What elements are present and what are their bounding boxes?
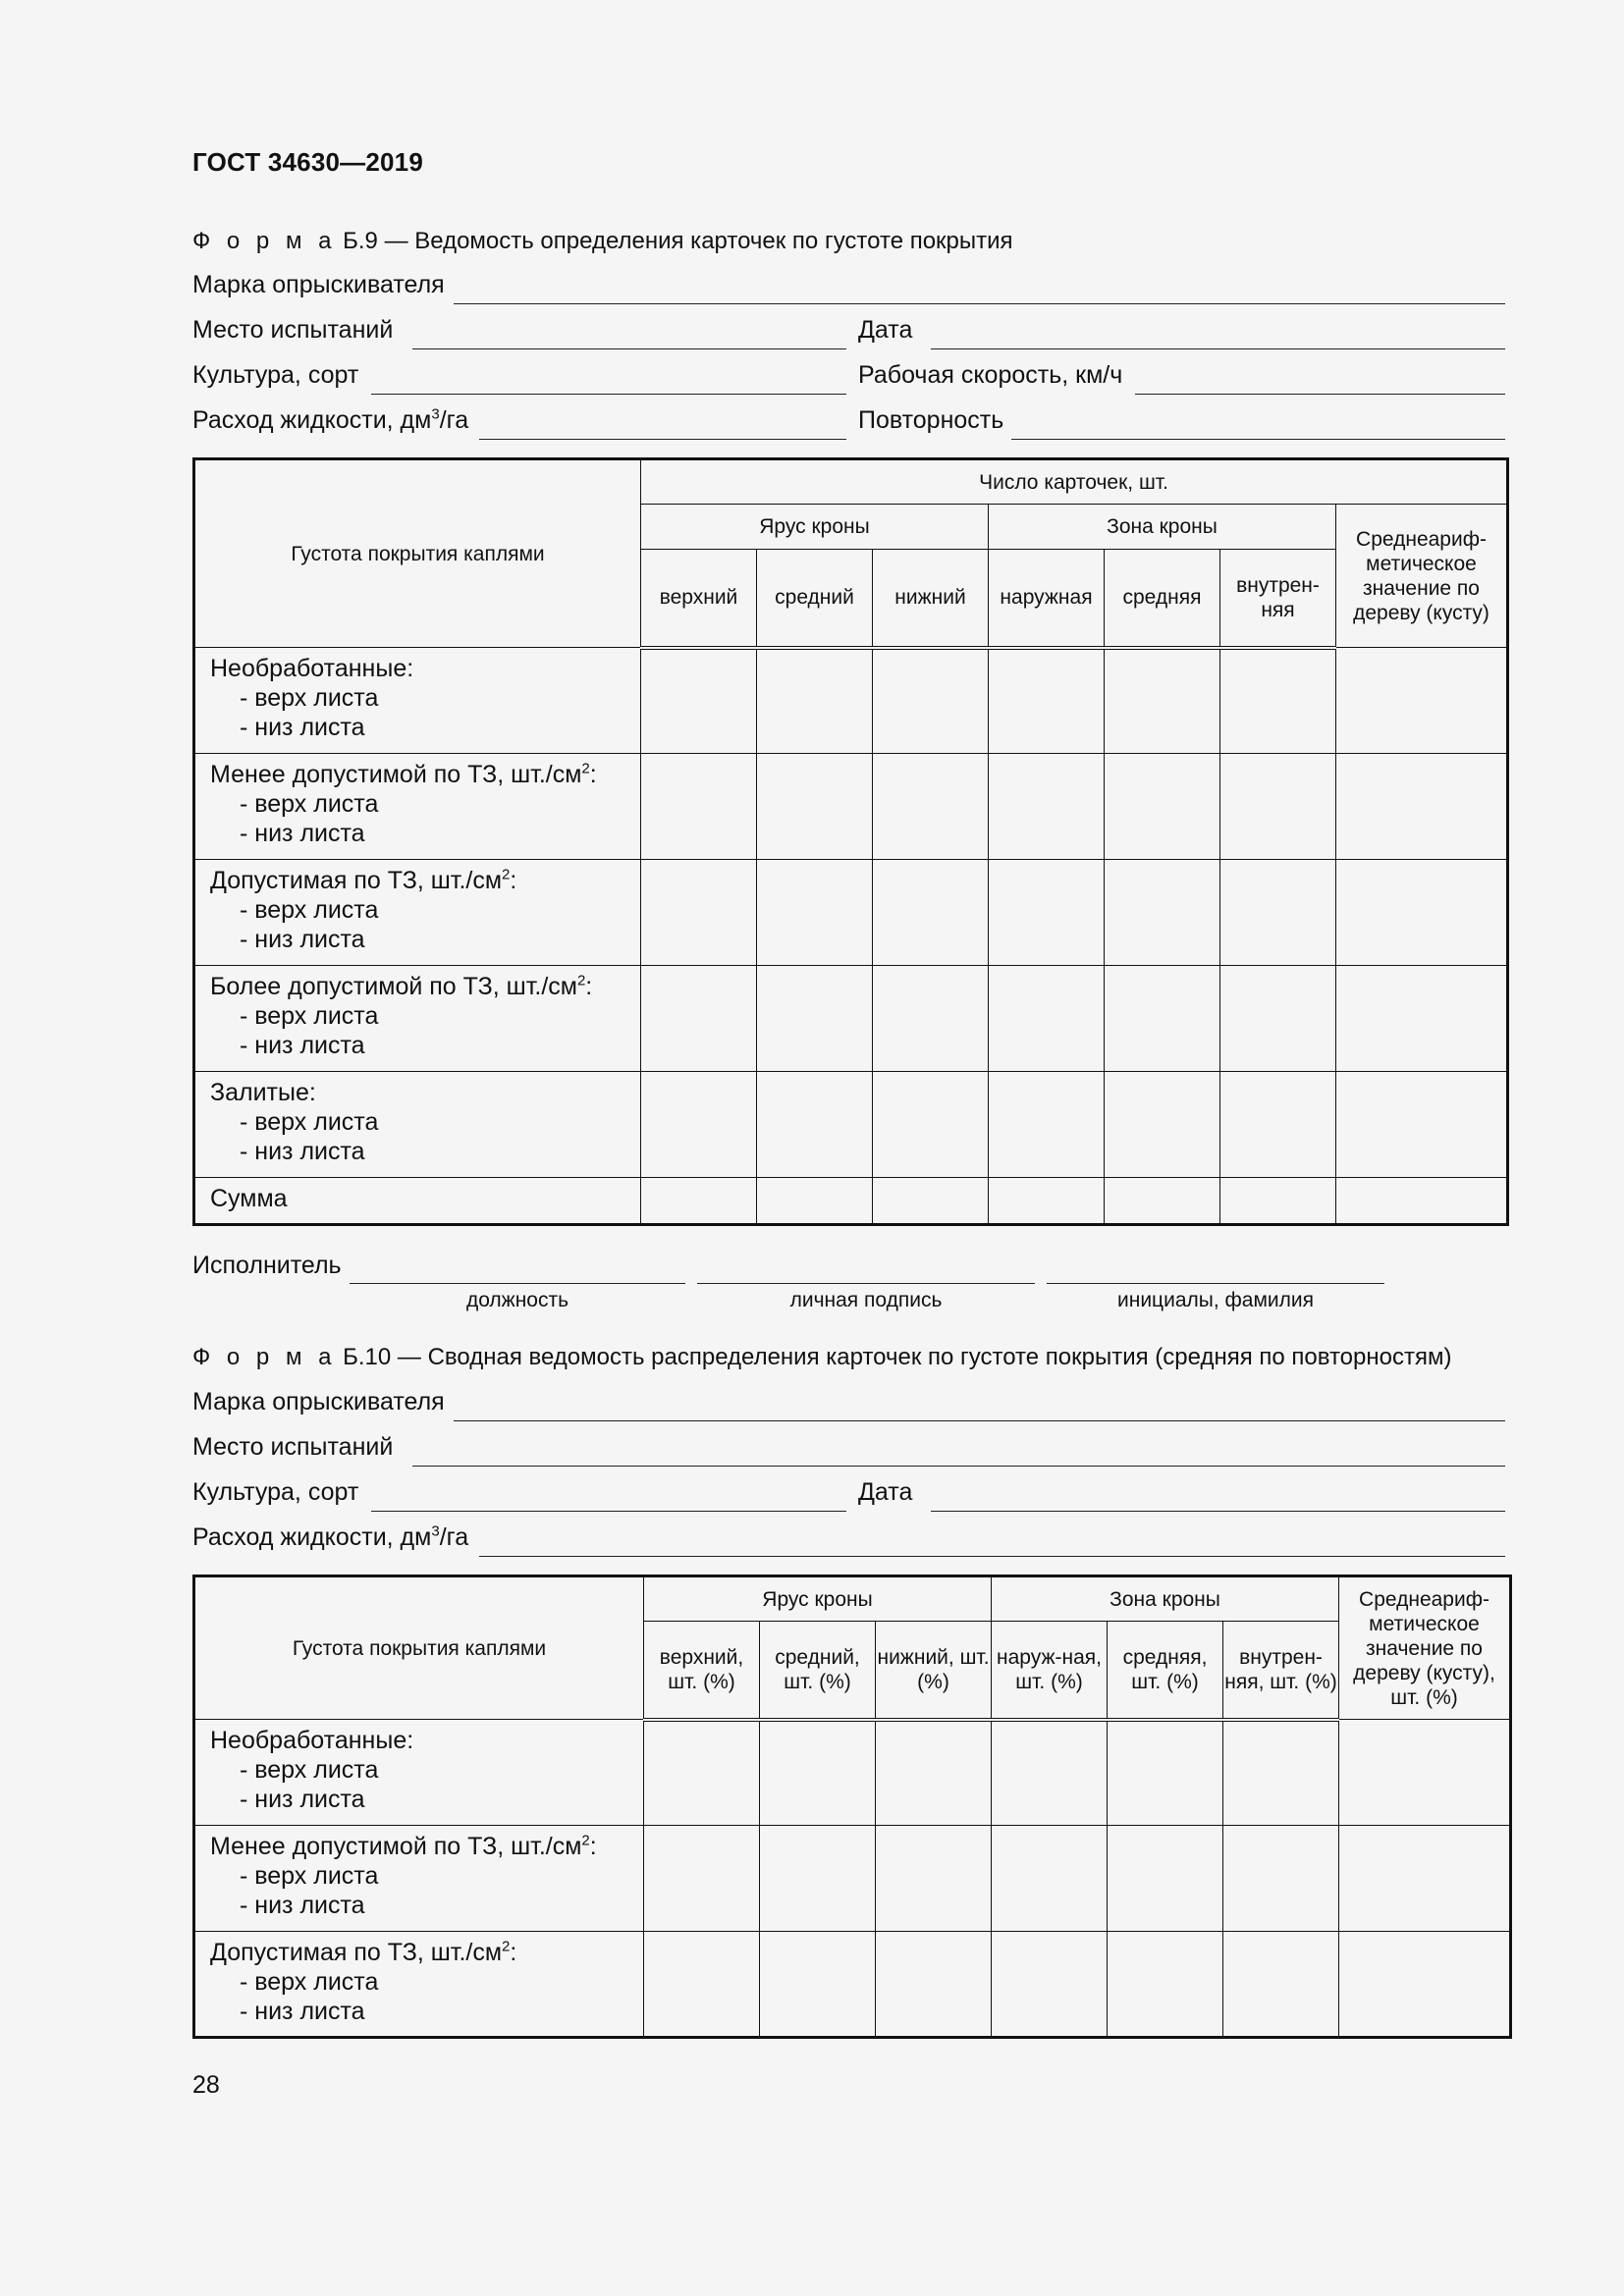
data-cell[interactable] [757,648,873,754]
b9-zone-header: Зона кроны [989,505,1336,550]
b10-test-site-input-line[interactable] [412,1466,1505,1467]
date-input-line[interactable] [931,348,1505,349]
data-cell[interactable] [1105,754,1220,860]
b10-date-input-line[interactable] [931,1511,1505,1512]
row-sub-label: - низ листа [240,1032,365,1059]
data-cell[interactable] [989,754,1105,860]
data-cell[interactable] [989,1072,1105,1178]
b10-col-lower: нижний, шт. (%) [876,1622,992,1720]
b10-corner-header: Густота покрытия каплями [194,1576,644,1720]
row-sub-label: - верх листа [240,790,379,818]
data-cell[interactable] [1223,1826,1339,1932]
data-cell[interactable] [760,1826,876,1932]
form-b9-caption [192,228,1013,255]
row-sub-label: - верх листа [240,1108,379,1136]
form-b9-test-site-row [192,316,1505,349]
b9-group-header: Число карточек, шт. [641,459,1508,505]
b10-liquid-flow-label: Расход жидкости, $дм^3/га$ [192,1522,469,1551]
b10-col-outer: наруж-ная, шт. (%) [992,1622,1108,1720]
b10-sprayer-brand-label: Марка опрыскивателя [192,1388,445,1415]
table-row [194,1072,1508,1178]
data-cell[interactable] [1105,966,1220,1072]
data-cell[interactable] [989,966,1105,1072]
row-label-main: Залитые: [210,1079,316,1106]
row-label-main: Допустимая по ТЗ, $шт./см^2$: [210,866,517,894]
row-label [194,1826,644,1932]
table-row [194,1178,1508,1225]
data-cell[interactable] [1339,1932,1511,2038]
data-cell[interactable] [989,860,1105,966]
data-cell[interactable] [1223,1720,1339,1826]
data-cell[interactable] [644,1932,760,2038]
data-cell[interactable] [1220,1072,1336,1178]
table-row [194,1826,1511,1932]
data-cell[interactable] [876,1826,992,1932]
data-cell[interactable] [1336,1072,1508,1178]
data-cell[interactable] [1105,648,1220,754]
b9-tier-header: Ярус кроны [641,505,989,550]
position-input-line[interactable] [350,1283,685,1284]
data-cell[interactable] [873,1072,989,1178]
data-cell[interactable] [1220,754,1336,860]
b9-corner-header: Густота покрытия каплями [194,459,641,648]
row-sub-label: - низ листа [240,1998,365,2025]
row-label [194,966,641,1072]
b10-mean-header: Среднеариф-метическое значение по дереву (кусту), шт. (%) [1339,1576,1511,1720]
signature-input-line[interactable] [697,1283,1035,1284]
b9-col-zone-middle: средняя [1105,550,1220,648]
row-sub-label: - верх листа [240,1968,379,1996]
form-b10-test-site-row [192,1433,1505,1467]
data-cell[interactable] [1336,648,1508,754]
table-row [194,648,1508,754]
work-speed-label: Рабочая скорость, км/ч [858,361,1123,389]
test-site-label: Место испытаний [192,316,394,344]
row-sub-label: - низ листа [240,714,365,741]
name-caption: инициалы, фамилия [1117,1289,1314,1311]
b10-sprayer-brand-input-line[interactable] [454,1420,1505,1421]
b10-col-inner: внутрен-няя, шт. (%) [1223,1622,1339,1720]
b10-crop-variety-label: Культура, сорт [192,1478,359,1506]
data-cell[interactable] [641,1178,757,1225]
data-cell[interactable] [876,1932,992,2038]
form-b9-liquid-flow-row [192,406,1505,440]
data-cell[interactable] [1108,1826,1223,1932]
data-cell[interactable] [641,1072,757,1178]
data-cell[interactable] [757,754,873,860]
row-label-main: Менее допустимой по ТЗ, $шт./см^2$: [210,760,597,788]
data-cell[interactable] [1220,1178,1336,1225]
b10-zone-header: Зона кроны [992,1576,1339,1622]
executor-signature-block [192,1252,1469,1310]
row-label [194,754,641,860]
data-cell[interactable] [1105,1072,1220,1178]
form-b10-liquid-flow-row [192,1523,1505,1557]
page-number: 28 [192,2071,220,2099]
data-cell[interactable] [876,1720,992,1826]
row-sub-label: - верх листа [240,1002,379,1030]
row-sub-label: - низ листа [240,1786,365,1813]
row-sub-label: - верх листа [240,1862,379,1890]
b10-col-zone-middle: средняя, шт. (%) [1108,1622,1223,1720]
form-b9-caption-prefix: Ф о р м а [192,228,337,254]
table-row [194,966,1508,1072]
b10-date-label: Дата [858,1478,913,1506]
row-label-main: Необработанные: [210,655,414,682]
data-cell[interactable] [644,1720,760,1826]
data-cell[interactable] [873,860,989,966]
row-sub-label: - верх листа [240,684,379,712]
b9-col-middle: средний [757,550,873,648]
b10-liquid-flow-input-line[interactable] [479,1556,1505,1557]
data-cell[interactable] [1223,1932,1339,2038]
data-cell[interactable] [641,966,757,1072]
b10-test-site-label: Место испытаний [192,1433,394,1461]
b9-mean-header: Среднеариф-метическое значение по дереву (кусту) [1336,505,1508,648]
table-row [194,860,1508,966]
form-b9-sprayer-brand-row [192,271,1505,304]
data-cell[interactable] [760,1932,876,2038]
data-cell[interactable] [1336,966,1508,1072]
data-cell[interactable] [992,1932,1108,2038]
table-row [194,1720,1511,1826]
name-input-line[interactable] [1047,1283,1384,1284]
row-sub-label: - низ листа [240,1892,365,1919]
data-cell[interactable] [1220,648,1336,754]
data-cell[interactable] [641,860,757,966]
data-cell[interactable] [1336,1178,1508,1225]
form-b9-crop-row [192,361,1505,395]
data-cell[interactable] [1336,860,1508,966]
data-cell[interactable] [873,648,989,754]
test-site-input-line[interactable] [412,348,846,349]
document-number: ГОСТ 34630—2019 [192,147,423,177]
sprayer-brand-label: Марка опрыскивателя [192,271,445,298]
form-b9-table [192,457,1509,1226]
sprayer-brand-input-line[interactable] [454,303,1505,304]
b10-col-middle: средний, шт. (%) [760,1622,876,1720]
data-cell[interactable] [873,966,989,1072]
repetition-input-line[interactable] [1011,439,1505,440]
liquid-flow-label: Расход жидкости, $дм^3/га$ [192,405,469,434]
data-cell[interactable] [757,1178,873,1225]
form-b10-caption [192,1344,1451,1371]
data-cell[interactable] [989,648,1105,754]
form-b10-sprayer-brand-row [192,1388,1505,1421]
row-sub-label: - низ листа [240,820,365,847]
row-label [194,1932,644,2038]
data-cell[interactable] [873,1178,989,1225]
data-cell[interactable] [1108,1932,1223,2038]
position-caption: должность [465,1289,569,1311]
work-speed-input-line[interactable] [1135,394,1505,395]
row-sub-label: - низ листа [240,926,365,953]
row-label [194,1072,641,1178]
crop-variety-input-line[interactable] [371,394,846,395]
data-cell[interactable] [757,966,873,1072]
data-cell[interactable] [989,1178,1105,1225]
date-label: Дата [858,316,913,344]
data-cell[interactable] [641,648,757,754]
data-cell[interactable] [1339,1720,1511,1826]
data-cell[interactable] [757,1072,873,1178]
data-cell[interactable] [644,1826,760,1932]
b9-col-inner: внутрен-няя [1220,550,1336,648]
data-cell[interactable] [1339,1826,1511,1932]
data-cell[interactable] [1105,1178,1220,1225]
form-b9-caption-title: Б.9 — Ведомость определения карточек по густоте покрытия [343,228,1013,254]
form-b10-crop-row [192,1478,1505,1512]
form-b10-table [192,1575,1512,2039]
table-row [194,1932,1511,2038]
row-label-main: Необработанные: [210,1727,414,1754]
b9-col-outer: наружная [989,550,1105,648]
data-cell[interactable] [1220,860,1336,966]
data-cell[interactable] [992,1826,1108,1932]
repetition-label: Повторность [858,406,1004,434]
data-cell[interactable] [992,1720,1108,1826]
b9-col-upper: верхний [641,550,757,648]
data-cell[interactable] [1105,860,1220,966]
row-label-main: Допустимая по ТЗ, $шт./см^2$: [210,1938,517,1966]
row-sub-label: - низ листа [240,1138,365,1165]
data-cell[interactable] [641,754,757,860]
form-b10-caption-prefix: Ф о р м а [192,1344,337,1370]
row-label [194,1720,644,1826]
form-b10-caption-title: Б.10 — Сводная ведомость распределения карточек по густоте покрытия (средняя по повторностям) [343,1344,1452,1370]
row-label-main: Более допустимой по ТЗ, $шт./см^2$: [210,972,593,1000]
b10-col-upper: верхний, шт. (%) [644,1622,760,1720]
row-label [194,648,641,754]
signature-caption: личная подпись [789,1289,943,1311]
data-cell[interactable] [757,860,873,966]
liquid-flow-input-line[interactable] [479,439,846,440]
row-sub-label: - верх листа [240,896,379,924]
crop-variety-label: Культура, сорт [192,361,359,389]
row-label-main: Сумма [210,1185,288,1212]
row-label [194,860,641,966]
data-cell[interactable] [760,1720,876,1826]
row-sub-label: - верх листа [240,1756,379,1784]
row-label [194,1178,641,1225]
b10-crop-variety-input-line[interactable] [371,1511,846,1512]
table-row [194,754,1508,860]
data-cell[interactable] [873,754,989,860]
data-cell[interactable] [1336,754,1508,860]
executor-label: Исполнитель [192,1252,342,1279]
data-cell[interactable] [1220,966,1336,1072]
b10-tier-header: Ярус кроны [644,1576,992,1622]
b9-col-lower: нижний [873,550,989,648]
row-label-main: Менее допустимой по ТЗ, $шт./см^2$: [210,1832,597,1860]
data-cell[interactable] [1108,1720,1223,1826]
